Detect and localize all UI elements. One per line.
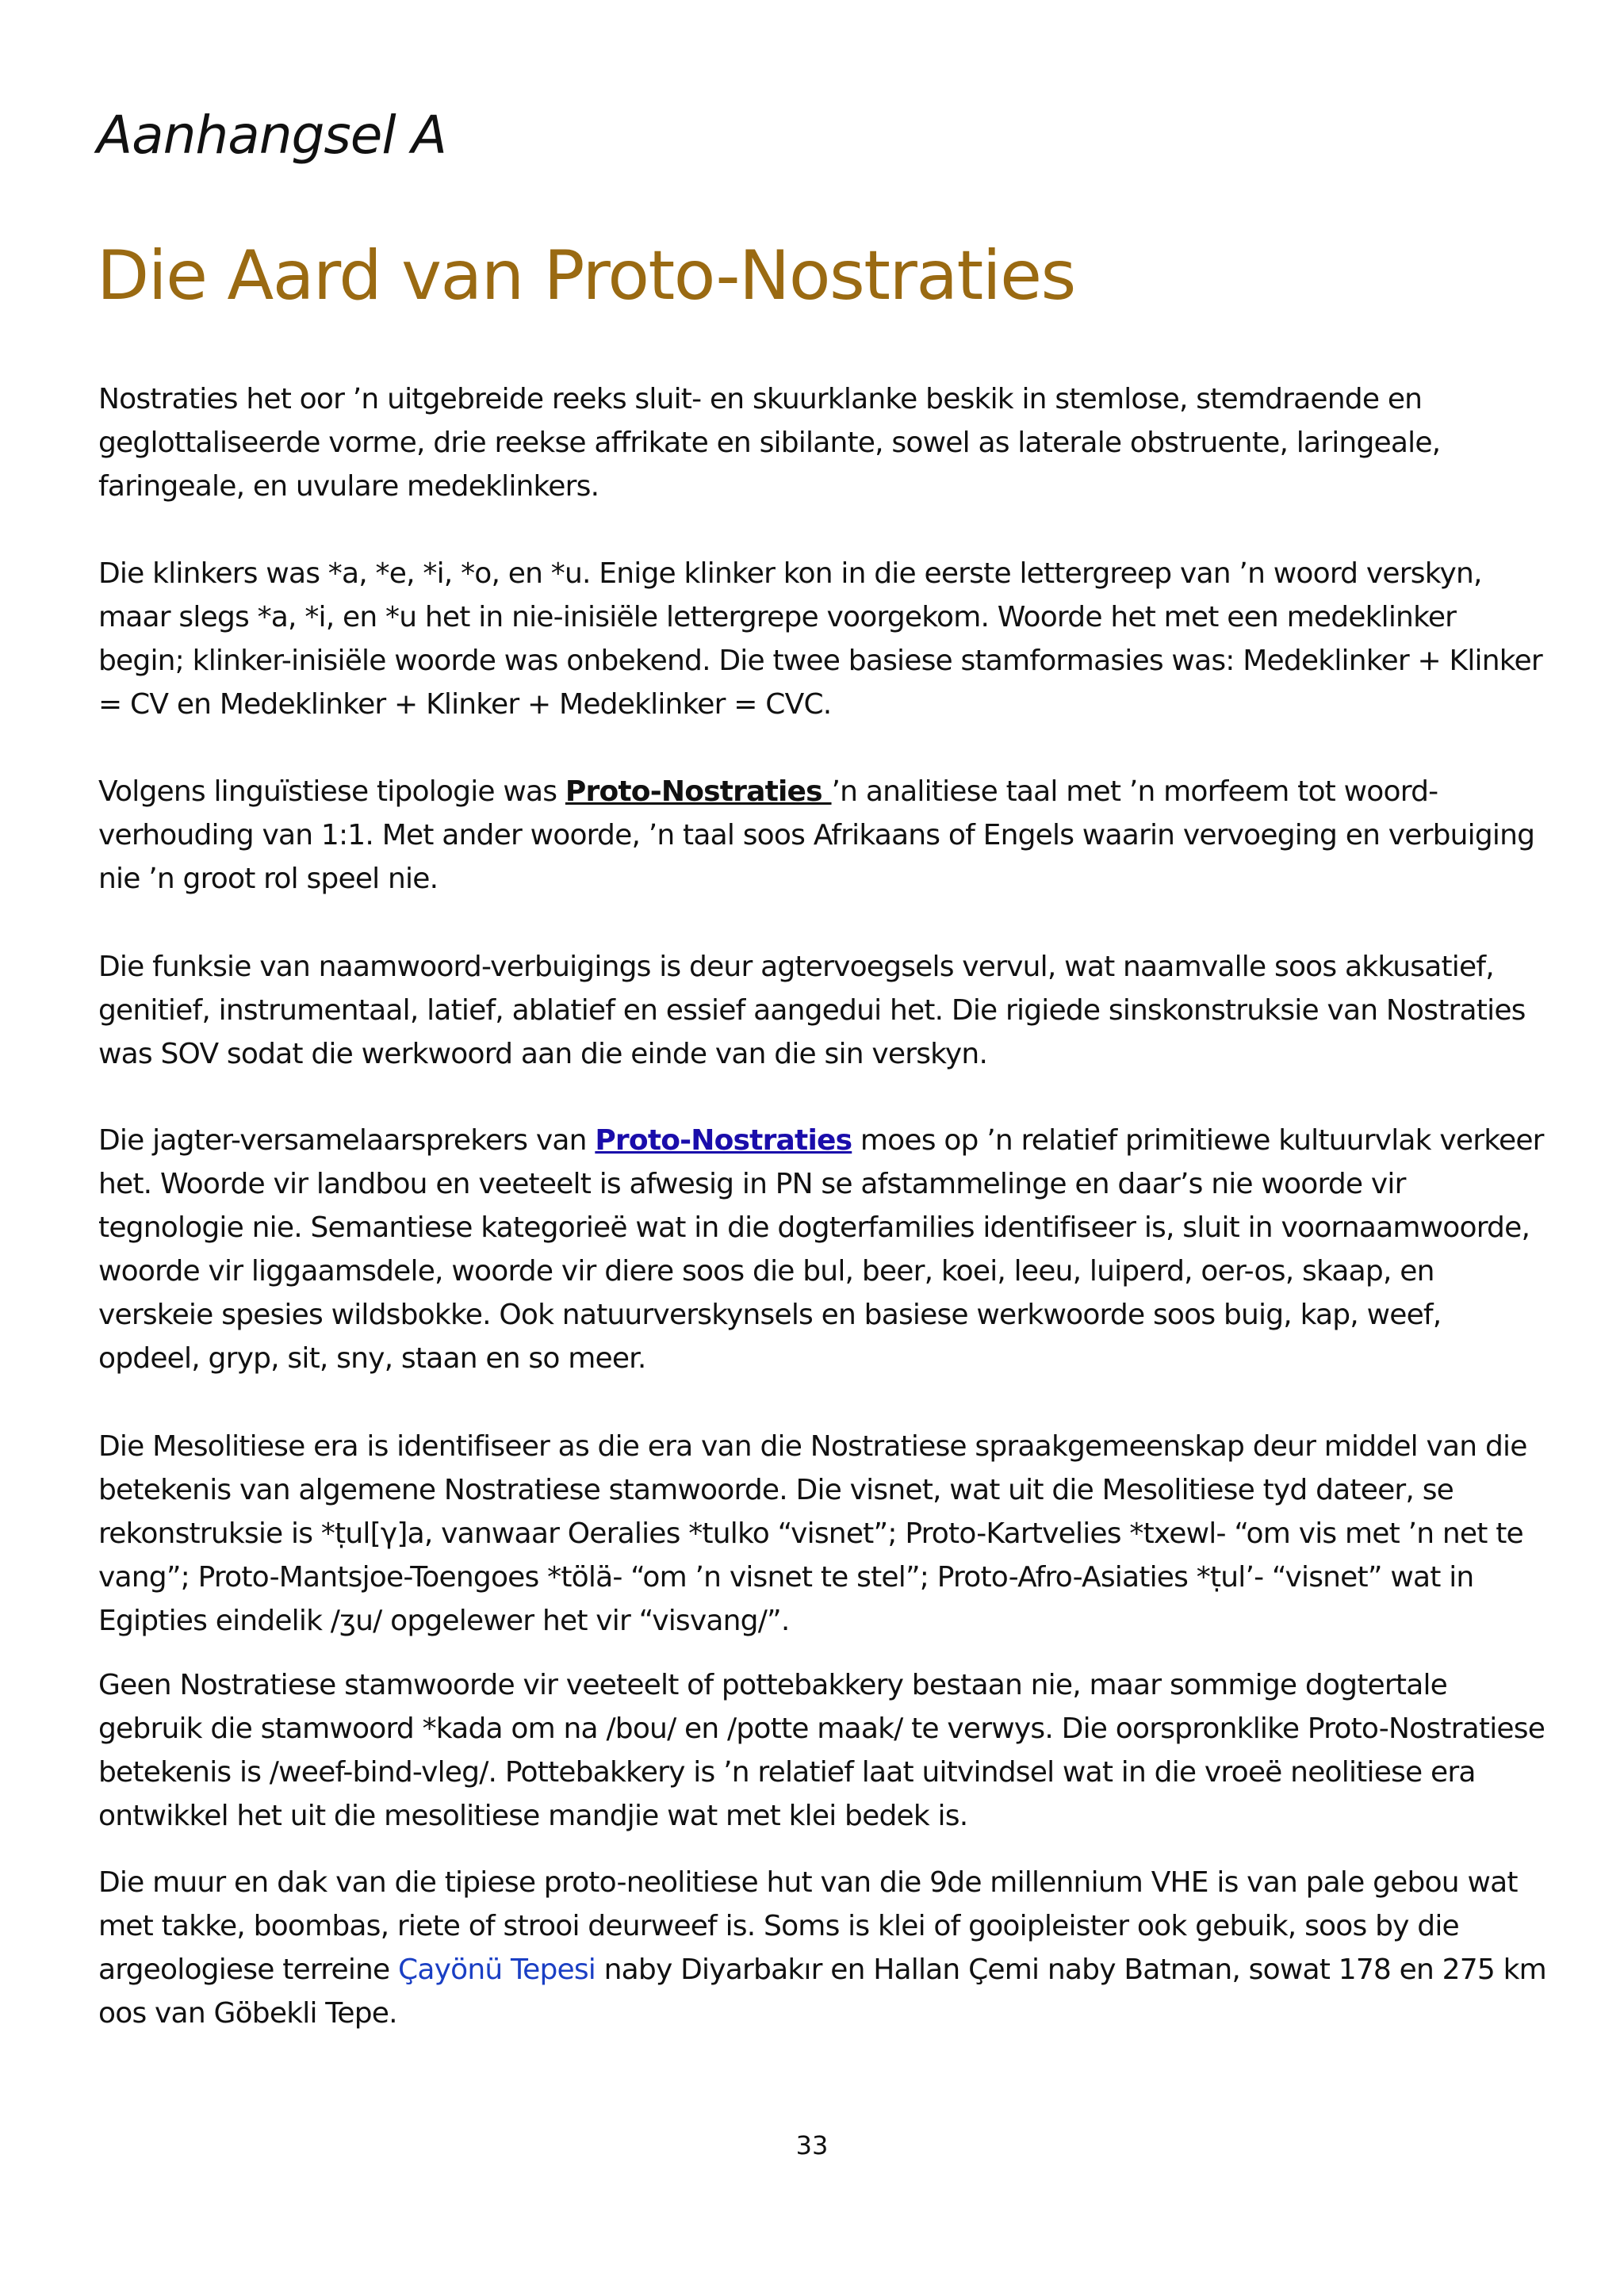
paragraph-vowels: Die klinkers was *a, *e, *i, *o, en *u. Enige klinker kon in die eerste lettergreep van ’n woord verskyn, maar slegs *a, *i, en *u het in nie-inisiële lettergrepe voorgekom. Woorde het met een medeklinker begin; klinker-inisiële woorde was onbekend. Die twee basiese stamformasies was: Medeklinker + Klinker = CV en Medeklinker + Klinker + Medeklinker = CVC. (98, 557, 1542, 721)
proto-nostraties-blue-link[interactable]: Proto-Nostraties (595, 1124, 852, 1157)
hut-text-after: naby Diyarbakır en Hallan Çemi naby Batman, sowat 178 en 275 km oos van Göbekli Tepe. (98, 1954, 1546, 2030)
paragraph-pottery: Geen Nostratiese stamwoorde vir veeteelt of pottebakkery bestaan nie, maar sommige dogtertale gebruik die stamwoord *kada om na /bou/ en /potte maak/ te verwys. Die oorspronklike Proto-Nostratiese betekenis is /weef-bind-vleg/. Pottebakkery is ’n relatief laat uitvindsel wat in die vroeë neolitiese era ontwikkel het uit die mesolitiese mandjie wat met klei bedek is. (98, 1669, 1545, 1832)
appendix-label: Aanhangsel A (97, 105, 446, 166)
proto-nostraties-link[interactable]: Proto-Nostraties (565, 775, 832, 808)
hut-text-before: Die muur en dak van die tipiese proto-neolitiese hut van die 9de millennium VHE is van pale gebou wat met takke, boombas, riete of strooi deurweef is. Soms is klei of gooipleister ook gebuik, soos by die argeologiese terreine (98, 1866, 1518, 1986)
paragraph-mesolithic: Die Mesolitiese era is identifiseer as die era van die Nostratiese spraakgemeenskap deur middel van die betekenis van algemene Nostratiese stamwoorde. Die visnet, wat uit die Mesolitiese tyd dateer, se rekonstruksie is *ṭul[γ]a, vanwaar Oeralies *tulko “visnet”; Proto-Kartvelies *txewl- “om vis met ’n net te vang”; Proto-Mantsjoe-Toengoes *tölä- “om ’n visnet te stel”; Proto-Afro-Asiaties *ṭul’- “visnet” wat in Egipties eindelik /ʒu/ opgelewer het vir “visvang/”. (98, 1430, 1527, 1637)
typology-text-after: ’n analitiese taal met ’n morfeem tot woord-verhouding van 1:1. Met ander woorde, ’n taal soos Afrikaans of Engels waarin vervoeging en verbuiging nie ’n groot rol speel nie. (98, 775, 1535, 895)
paragraph-culture (98, 1119, 1549, 1380)
paragraph-hut (98, 1861, 1549, 2035)
paragraph-typology (98, 770, 1549, 901)
culture-text-before: Die jagter-versamelaarsprekers van (98, 1124, 596, 1157)
chapter-title: Die Aard van Proto-Nostraties (97, 236, 1075, 316)
culture-text-after: moes op ’n relatief primitiewe kultuurvlak verkeer het. Woorde vir landbou en veeteelt is afwesig in PN se afstammelinge en daar’s nie woorde vir tegnologie nie. Semantiese kategorieë wat in die dogterfamilies identifiseer is, sluit in voornaamwoorde, woorde vir liggaamsdele, woorde vir diere soos die bul, beer, koei, leeu, luiperd, oer-os, skaap, en verskeie spesies wildsbokke. Ook natuurverskynsels en basiese werkwoorde soos buig, kap, weef, opdeel, gryp, sit, sny, staan en so meer. (98, 1124, 1544, 1375)
cayonu-tepesi-link[interactable]: Çayönü Tepesi (398, 1954, 596, 1986)
typology-text-before: Volgens linguïstiese tipologie was (98, 775, 565, 808)
paragraph-inflection: Die funksie van naamwoord-verbuigings is deur agtervoegsels vervul, wat naamvalle soos akkusatief, genitief, instrumentaal, latief, ablatief en essief aangedui het. Die rigiede sinskonstruksie van Nostraties was SOV sodat die werkwoord aan die einde van die sin verskyn. (98, 951, 1526, 1070)
page-number: 33 (795, 2130, 829, 2160)
paragraph-consonants: Nostraties het oor ’n uitgebreide reeks sluit- en skuurklanke beskik in stemlose, stemdraende en geglottaliseerde vorme, drie reekse affrikate en sibilante, sowel as laterale obstruente, laringeale, faringeale, en uvulare medeklinkers. (98, 383, 1441, 503)
